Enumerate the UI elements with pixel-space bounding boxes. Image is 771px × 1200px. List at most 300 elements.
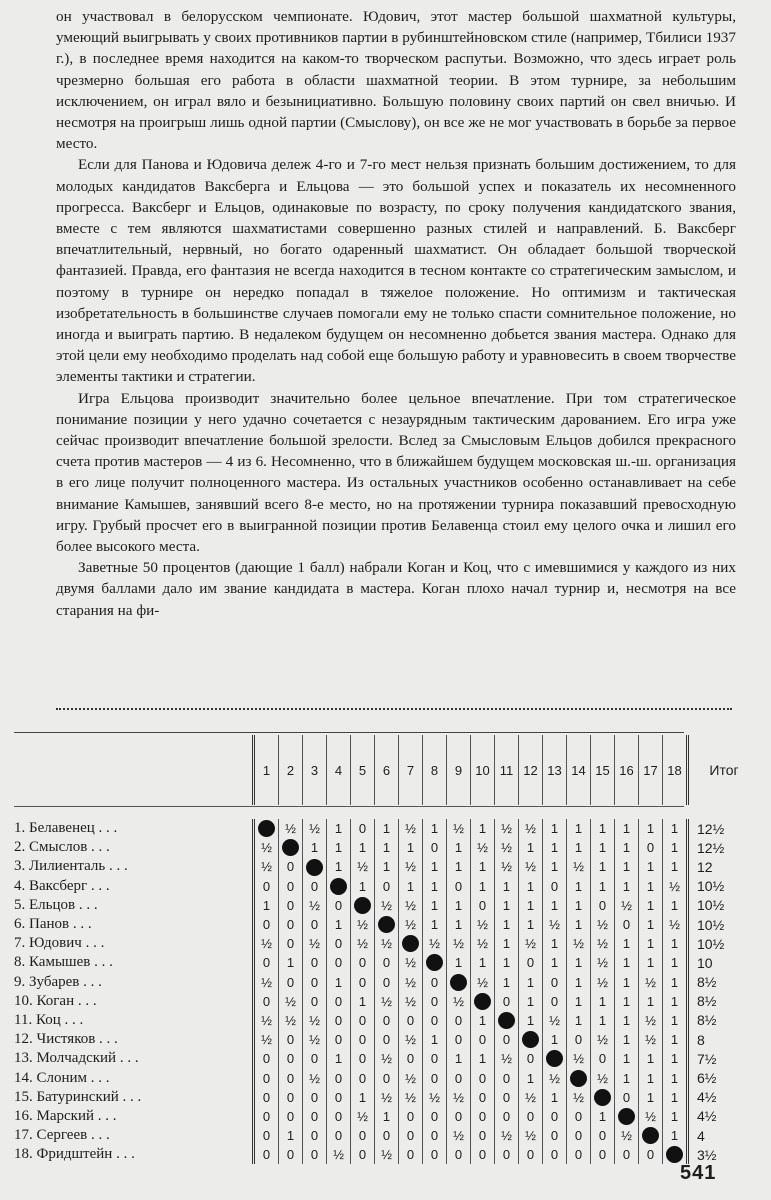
score-cell: ½ (303, 1011, 327, 1030)
score-cell: ½ (375, 1049, 399, 1068)
score-cell: 1 (591, 1011, 615, 1030)
score-cell: ½ (375, 896, 399, 915)
player-total: 12½ (688, 838, 760, 857)
score-cell: ½ (447, 1088, 471, 1107)
player-total: 12 (688, 857, 760, 876)
score-cell: 0 (423, 992, 447, 1011)
score-cell: 1 (639, 953, 663, 972)
player-total: 10½ (688, 934, 760, 953)
score-cell: 0 (327, 1126, 351, 1145)
score-cell: 1 (567, 915, 591, 934)
score-cell: 0 (327, 953, 351, 972)
score-cell: 0 (567, 1126, 591, 1145)
score-cell: ½ (543, 915, 567, 934)
diagonal-dot-cell (254, 819, 279, 838)
score-cell: ½ (495, 819, 519, 838)
table-top-rule (14, 732, 684, 733)
score-cell: 0 (254, 1068, 279, 1087)
score-cell: 1 (423, 857, 447, 876)
score-cell: 0 (254, 992, 279, 1011)
score-cell: ½ (254, 1030, 279, 1049)
table-row (14, 934, 759, 953)
column-header-2: 2 (279, 735, 303, 805)
score-cell: 0 (495, 1068, 519, 1087)
column-header-16: 16 (615, 735, 639, 805)
score-cell: ½ (303, 1030, 327, 1049)
diagonal-dot-icon (570, 1070, 587, 1087)
score-cell: ½ (471, 973, 495, 992)
diagonal-dot-cell (519, 1030, 543, 1049)
score-cell: 1 (591, 819, 615, 838)
player-total: 10½ (688, 896, 760, 915)
score-cell: 0 (351, 1145, 375, 1164)
score-cell: 0 (471, 1145, 495, 1164)
diagonal-dot-icon (354, 897, 371, 914)
player-total: 7½ (688, 1049, 760, 1068)
score-cell: 1 (567, 1011, 591, 1030)
diagonal-dot-icon (498, 1012, 515, 1029)
column-header-1: 1 (254, 735, 279, 805)
score-cell: 0 (543, 1126, 567, 1145)
score-cell: 1 (543, 934, 567, 953)
diagonal-dot-cell (447, 973, 471, 992)
table-row (14, 1049, 759, 1068)
score-cell: 1 (447, 896, 471, 915)
score-cell: 0 (471, 1088, 495, 1107)
score-cell: 0 (447, 1068, 471, 1087)
score-cell: 1 (519, 992, 543, 1011)
score-cell: 1 (375, 838, 399, 857)
table-row (14, 1145, 759, 1164)
diagonal-dot-cell (279, 838, 303, 857)
score-cell: ½ (375, 1145, 399, 1164)
player-total: 8 (688, 1030, 760, 1049)
score-cell: 0 (543, 1145, 567, 1164)
score-cell: ½ (399, 992, 423, 1011)
score-cell: 1 (663, 838, 688, 857)
score-cell: 0 (399, 1126, 423, 1145)
score-cell: ½ (303, 819, 327, 838)
score-cell: 0 (495, 992, 519, 1011)
score-cell: 1 (639, 857, 663, 876)
diagonal-dot-icon (330, 878, 347, 895)
score-cell: 0 (351, 1126, 375, 1145)
score-cell: 1 (615, 1049, 639, 1068)
paragraph: Игра Ельцова производит значительно более цельное впечатление. При том стратегическое понимание позиции у него удачно сочетается с незаурядным тактическим дарованием. Его игра уже сейчас производит впечатление большой зрелости. Вслед за Смысловым Ельцов добился прекрасного счета против мастеров — 4 из 6. Несомненно, что в ближайшем будущем московская ш.-ш. организация в его лице получит полноценного мастера. Из остальных участников особенно останавливает на себе внимание Камышев, занявший всего 8-е место, но на протяжении турнира показавший превосходную игру. Грубый просчет его в выигранной позиции против Белавенца стоил ему целого очка и лишил его более высокого места. (56, 389, 736, 556)
score-cell: ½ (423, 934, 447, 953)
diagonal-dot-cell (399, 934, 423, 953)
score-cell: 1 (567, 877, 591, 896)
score-cell: 1 (663, 973, 688, 992)
score-cell: 0 (399, 1145, 423, 1164)
score-cell: ½ (591, 973, 615, 992)
score-cell: 0 (375, 953, 399, 972)
player-name: 18. Фридштейн . . . (14, 1146, 135, 1163)
diagonal-dot-icon (426, 954, 443, 971)
score-cell: 0 (495, 1030, 519, 1049)
score-cell: 0 (327, 1068, 351, 1087)
score-cell: 0 (591, 1126, 615, 1145)
score-cell: 0 (447, 1030, 471, 1049)
score-cell: 0 (591, 1145, 615, 1164)
score-cell: ½ (399, 915, 423, 934)
score-cell: 1 (279, 953, 303, 972)
score-cell: 1 (591, 857, 615, 876)
score-cell: 1 (399, 877, 423, 896)
score-cell: 1 (615, 1068, 639, 1087)
player-total: 4½ (688, 1088, 760, 1107)
score-cell: 0 (471, 896, 495, 915)
score-cell: 0 (447, 877, 471, 896)
score-cell: 0 (639, 838, 663, 857)
score-cell: ½ (303, 934, 327, 953)
score-cell: 1 (399, 838, 423, 857)
score-cell: 0 (375, 877, 399, 896)
column-header-12: 12 (519, 735, 543, 805)
score-cell: ½ (495, 1126, 519, 1145)
score-cell: ½ (591, 934, 615, 953)
score-cell: 0 (615, 915, 639, 934)
tournament-crosstable (14, 735, 759, 1164)
page-number: 541 (680, 1162, 717, 1184)
score-cell: 0 (327, 1088, 351, 1107)
score-cell: 1 (327, 1049, 351, 1068)
diagonal-dot-cell (351, 896, 375, 915)
player-total: 8½ (688, 1011, 760, 1030)
score-cell: 0 (303, 877, 327, 896)
score-cell: 1 (639, 1049, 663, 1068)
score-cell: 1 (495, 934, 519, 953)
score-cell: 1 (543, 1030, 567, 1049)
score-cell: 1 (351, 838, 375, 857)
table-row (14, 857, 759, 876)
score-cell: ½ (327, 1145, 351, 1164)
score-cell: 1 (615, 973, 639, 992)
score-cell: 1 (375, 1107, 399, 1126)
score-cell: 1 (471, 953, 495, 972)
score-cell: 0 (254, 1049, 279, 1068)
score-cell: 0 (375, 1011, 399, 1030)
score-cell: ½ (519, 857, 543, 876)
player-name: 3. Лилиенталь . . . (14, 858, 128, 875)
score-cell: 0 (254, 1145, 279, 1164)
diagonal-dot-icon (258, 820, 275, 837)
score-cell: 1 (327, 915, 351, 934)
score-cell: 1 (543, 819, 567, 838)
score-cell: 0 (327, 992, 351, 1011)
score-cell: ½ (639, 1030, 663, 1049)
score-cell: 1 (663, 934, 688, 953)
score-cell: 0 (567, 1107, 591, 1126)
score-cell: 1 (543, 1088, 567, 1107)
score-cell: 0 (254, 915, 279, 934)
score-cell: 0 (375, 1030, 399, 1049)
score-cell: ½ (254, 838, 279, 857)
score-cell: 0 (254, 1126, 279, 1145)
score-cell: 1 (519, 915, 543, 934)
player-name: 15. Батуринский . . . (14, 1088, 142, 1105)
score-cell: 0 (279, 1030, 303, 1049)
diagonal-dot-icon (306, 859, 323, 876)
score-cell: 0 (471, 1030, 495, 1049)
score-cell: ½ (375, 1088, 399, 1107)
score-cell: 1 (639, 1068, 663, 1087)
score-cell: 0 (447, 1107, 471, 1126)
score-cell: 0 (279, 1145, 303, 1164)
score-cell: 1 (663, 1088, 688, 1107)
column-header-4: 4 (327, 735, 351, 805)
diagonal-dot-cell (327, 877, 351, 896)
player-total: 10½ (688, 915, 760, 934)
score-cell: ½ (254, 1011, 279, 1030)
paragraph: Заветные 50 процентов (дающие 1 балл) набрали Коган и Коц, что с имевшимися у каждого из них двумя баллами дало им звание кандидата в мастера. Коган плохо начал турнир и, несмотря на все старания на фи- (56, 559, 736, 619)
score-cell: 1 (471, 1011, 495, 1030)
table-row (14, 1088, 759, 1107)
score-cell: 1 (615, 953, 639, 972)
score-cell: ½ (447, 1126, 471, 1145)
score-cell: 1 (495, 877, 519, 896)
score-cell: 1 (254, 896, 279, 915)
score-cell: ½ (495, 857, 519, 876)
score-cell: ½ (471, 934, 495, 953)
score-cell: 1 (591, 992, 615, 1011)
score-cell: 1 (351, 877, 375, 896)
score-cell: 0 (471, 1126, 495, 1145)
score-cell: ½ (279, 992, 303, 1011)
score-cell: 0 (303, 1145, 327, 1164)
score-cell: 1 (639, 992, 663, 1011)
score-cell: 1 (519, 838, 543, 857)
score-cell: ½ (375, 992, 399, 1011)
table-row (14, 1030, 759, 1049)
player-name: 2. Смыслов . . . (14, 839, 110, 856)
score-cell: 0 (399, 1011, 423, 1030)
score-cell: ½ (495, 1049, 519, 1068)
score-cell: 1 (375, 857, 399, 876)
column-header-9: 9 (447, 735, 471, 805)
score-cell: 1 (639, 934, 663, 953)
paragraph: он участвовал в белорусском чемпионате. Юдович, этот мастер большой шахматной культуры, умеющий выигрывать у своих противников партии в рубинштейновском стиле (например, Тбилиси 1937 г.), в последнее время находится на каком-то творческом распутьи. Возможно, что здесь играет роль чрезмерно большая его работа в области шахматной теории. В этом турнире, за небольшим исключением, он играл вяло и безынициативно. Большую половину своих партий он свел вничью. И несмотря на проигрыш лишь одной партии (Смыслову), он все же не мог участвовать в борьбе за первое место. (56, 8, 736, 153)
score-cell: 0 (423, 838, 447, 857)
score-cell: ½ (519, 1088, 543, 1107)
score-cell: 1 (639, 915, 663, 934)
score-cell: 0 (351, 1068, 375, 1087)
score-cell: 0 (543, 973, 567, 992)
score-cell: 1 (663, 1049, 688, 1068)
score-cell: ½ (254, 857, 279, 876)
player-total: 4½ (688, 1107, 760, 1126)
score-cell: 0 (254, 1088, 279, 1107)
score-cell: 1 (447, 953, 471, 972)
score-cell: ½ (375, 934, 399, 953)
score-cell: 1 (567, 973, 591, 992)
score-cell: ½ (663, 877, 688, 896)
dotted-divider (56, 708, 732, 710)
table-spacer-row (14, 805, 759, 819)
player-total: 10½ (688, 877, 760, 896)
score-cell: 0 (351, 819, 375, 838)
score-cell: 1 (519, 1011, 543, 1030)
score-cell: ½ (543, 1068, 567, 1087)
score-cell: ½ (639, 1107, 663, 1126)
score-cell: ½ (399, 1088, 423, 1107)
score-cell: 1 (447, 1049, 471, 1068)
score-cell: 1 (519, 973, 543, 992)
diagonal-dot-cell (303, 857, 327, 876)
score-cell: 0 (519, 1049, 543, 1068)
column-header-17: 17 (639, 735, 663, 805)
player-name: 16. Марский . . . (14, 1107, 117, 1124)
diagonal-dot-cell (567, 1068, 591, 1087)
table-row (14, 1126, 759, 1145)
column-header-7: 7 (399, 735, 423, 805)
diagonal-dot-icon (282, 839, 299, 856)
score-cell: 1 (423, 877, 447, 896)
table-row (14, 896, 759, 915)
score-cell: 0 (279, 877, 303, 896)
column-header-3: 3 (303, 735, 327, 805)
table-row (14, 1068, 759, 1087)
column-header-5: 5 (351, 735, 375, 805)
player-name: 5. Ельцов . . . (14, 896, 98, 913)
score-cell: 1 (471, 1049, 495, 1068)
score-cell: 1 (519, 877, 543, 896)
player-total: 6½ (688, 1068, 760, 1087)
score-cell: 0 (399, 1107, 423, 1126)
score-cell: 1 (447, 838, 471, 857)
score-cell: 0 (423, 973, 447, 992)
score-cell: 1 (567, 953, 591, 972)
column-header-13: 13 (543, 735, 567, 805)
score-cell: 1 (375, 819, 399, 838)
score-cell: 1 (663, 819, 688, 838)
player-total: 8½ (688, 992, 760, 1011)
diagonal-dot-cell (543, 1049, 567, 1068)
score-cell: 1 (471, 819, 495, 838)
score-cell: ½ (471, 915, 495, 934)
table-row (14, 973, 759, 992)
diagonal-dot-icon (546, 1050, 563, 1067)
score-cell: 0 (254, 1107, 279, 1126)
score-cell: 1 (327, 857, 351, 876)
table-row (14, 1011, 759, 1030)
score-cell: 0 (327, 1107, 351, 1126)
score-cell: 0 (567, 1145, 591, 1164)
paragraph: Если для Панова и Юдовича дележ 4-го и 7-го мест нельзя признать большим достижением, то для молодых кандидатов Ваксберга и Ельцова — это большой успех и показатель их несомненного прогресса. Ваксберг и Ельцов, одинаковые по возрасту, по сроку получения кандидатского звания, вместе с тем являются шахматистами совершенно разных стилей и направлений. Б. Ваксберг впечатлительный, нервный, но богато одаренный шахматист. Он обладает большой творческой фантазией. Правда, его фантазия не всегда находится в тесном контакте со стратегическим замыслом, и поэтому в турнире он нередко попадал в тяжелое положение. Но оптимизм и тактическая изобретательность в большинстве случаев помогали ему не только спасти сомнительное положение, но иногда и выиграть партию. В недалеком будущем он несомненно добьется звания мастера. Однако для этой цели ему необходимо проделать над собой еще большую работу и уравновесить в своем творчестве элементы тактики и стратегии. (56, 156, 736, 386)
player-name: 9. Зубарев . . . (14, 973, 102, 990)
diagonal-dot-icon (402, 935, 419, 952)
score-cell: ½ (591, 1030, 615, 1049)
score-cell: 1 (519, 1068, 543, 1087)
score-cell: 1 (615, 838, 639, 857)
score-cell: ½ (351, 1107, 375, 1126)
score-cell: 1 (447, 915, 471, 934)
total-column-header: Итог (688, 735, 760, 805)
score-cell: ½ (447, 819, 471, 838)
score-cell: 1 (543, 857, 567, 876)
score-cell: ½ (591, 953, 615, 972)
score-cell: 0 (423, 1049, 447, 1068)
score-cell: 0 (303, 1126, 327, 1145)
score-cell: 1 (591, 1107, 615, 1126)
diagonal-dot-cell (591, 1088, 615, 1107)
score-cell: ½ (567, 934, 591, 953)
score-cell: ½ (615, 1126, 639, 1145)
diagonal-dot-icon (666, 1146, 683, 1163)
score-cell: 1 (615, 934, 639, 953)
score-cell: 0 (615, 1088, 639, 1107)
score-cell: 1 (663, 1030, 688, 1049)
player-total: 12½ (688, 819, 760, 838)
score-cell: 0 (351, 1030, 375, 1049)
score-cell: 1 (615, 1030, 639, 1049)
table-row (14, 953, 759, 972)
article-text (56, 6, 736, 621)
diagonal-dot-cell (615, 1107, 639, 1126)
score-cell: ½ (567, 857, 591, 876)
score-cell: ½ (399, 1030, 423, 1049)
player-name: 14. Слоним . . . (14, 1069, 110, 1086)
score-cell: 0 (423, 1126, 447, 1145)
player-total: 10 (688, 953, 760, 972)
score-cell: ½ (279, 1011, 303, 1030)
score-cell: ½ (591, 915, 615, 934)
score-cell: 0 (303, 1088, 327, 1107)
score-cell: 1 (663, 857, 688, 876)
score-cell: 1 (423, 1030, 447, 1049)
player-total: 8½ (688, 973, 760, 992)
score-cell: ½ (399, 819, 423, 838)
player-name: 7. Юдович . . . (14, 935, 105, 952)
score-cell: 1 (615, 857, 639, 876)
score-cell: 1 (423, 896, 447, 915)
score-cell: 0 (423, 1011, 447, 1030)
score-cell: ½ (519, 1126, 543, 1145)
score-cell: ½ (615, 896, 639, 915)
score-cell: 1 (567, 819, 591, 838)
score-cell: 0 (254, 877, 279, 896)
score-cell: 0 (279, 857, 303, 876)
score-cell: 0 (591, 1049, 615, 1068)
score-cell: 0 (567, 1030, 591, 1049)
score-cell: 0 (423, 1145, 447, 1164)
score-cell: 0 (279, 973, 303, 992)
score-cell: 0 (279, 915, 303, 934)
score-cell: 1 (495, 953, 519, 972)
score-cell: 0 (495, 1088, 519, 1107)
column-header-11: 11 (495, 735, 519, 805)
score-cell: 1 (471, 877, 495, 896)
diagonal-dot-icon (378, 916, 395, 933)
score-cell: 1 (615, 819, 639, 838)
score-cell: ½ (303, 896, 327, 915)
diagonal-dot-icon (450, 974, 467, 991)
score-cell: 1 (423, 819, 447, 838)
score-cell: 0 (399, 1049, 423, 1068)
column-header-6: 6 (375, 735, 399, 805)
player-name: 1. Белавенец . . . (14, 820, 118, 837)
score-cell: 0 (543, 992, 567, 1011)
score-cell: 1 (543, 896, 567, 915)
score-cell: 1 (495, 896, 519, 915)
score-cell: 1 (591, 838, 615, 857)
score-cell: ½ (303, 1068, 327, 1087)
table-row (14, 1107, 759, 1126)
diagonal-dot-cell (495, 1011, 519, 1030)
score-cell: 1 (639, 896, 663, 915)
score-cell: 1 (447, 857, 471, 876)
score-cell: 1 (663, 1068, 688, 1087)
